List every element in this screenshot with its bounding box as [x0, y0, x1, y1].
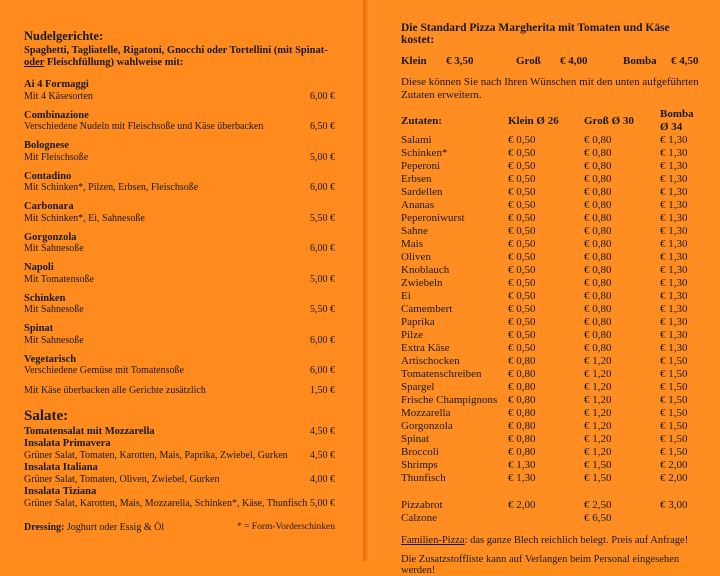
header-ingredient: Zutaten:: [401, 114, 442, 127]
ingredient-name: Paprika: [401, 316, 435, 328]
price-klein: € 0,80: [508, 355, 536, 367]
price-bomba: € 1,30: [660, 342, 688, 354]
price-gross: € 1,20: [584, 394, 612, 406]
price-bomba: € 1,30: [660, 134, 688, 146]
price-bomba: € 1,50: [660, 381, 688, 393]
price-klein: € 0,50: [508, 160, 536, 172]
price-bomba: € 1,30: [660, 212, 688, 224]
pasta-dish: [24, 79, 335, 102]
price-gross: € 1,20: [584, 355, 612, 367]
price-gross: € 0,80: [584, 199, 612, 211]
dish-description: Mit Sahnesoße: [24, 334, 84, 346]
price-gross: € 0,80: [584, 264, 612, 276]
topping-row: [401, 381, 700, 394]
price-klein: € 0,50: [508, 290, 536, 302]
price-klein: € 0,50: [508, 303, 536, 315]
price-klein: € 0,80: [508, 407, 536, 419]
price-klein: € 0,50: [508, 212, 536, 224]
price-klein: € 0,80: [508, 433, 536, 445]
topping-row: [401, 264, 700, 277]
price-gross: € 0,80: [584, 186, 612, 198]
topping-row: [401, 355, 700, 368]
price-bomba: € 1,30: [660, 238, 688, 250]
salad-name: Insalata Primavera: [24, 438, 111, 449]
ham-footnote: * = Form-Vorderschinken: [236, 522, 335, 532]
salad-price: 4,00 €: [310, 473, 335, 485]
ingredient-name: Peperoni: [401, 160, 441, 172]
price-klein: [498, 512, 578, 525]
price-bomba: € 1,30: [660, 225, 688, 237]
pasta-dish: [24, 354, 335, 377]
topping-row: [401, 160, 700, 173]
salad-name: Insalata Tiziana: [24, 486, 97, 497]
price-gross: € 1,20: [584, 446, 612, 458]
price-klein: € 0,50: [508, 225, 536, 237]
price-klein: € 1,30: [508, 472, 536, 484]
pasta-dish: [24, 140, 335, 163]
topping-row: [401, 251, 700, 264]
dish-price: 6,00 €: [310, 90, 335, 102]
price-bomba: [654, 512, 700, 525]
price-bomba: € 1,30: [660, 329, 688, 341]
salad-item: [24, 426, 335, 438]
topping-row: [401, 199, 700, 212]
ingredient-name: Sahne: [401, 225, 428, 237]
header-klein: Klein Ø 26: [508, 114, 559, 127]
pasta-dish: [24, 110, 335, 133]
price-bomba: € 1,30: [660, 186, 688, 198]
price-gross: € 0,80: [584, 316, 612, 328]
price-bomba: € 1,30: [660, 290, 688, 302]
price-gross: € 0,80: [584, 225, 612, 237]
price-klein: € 0,50: [508, 173, 536, 185]
price-bomba: € 1,30: [660, 199, 688, 211]
dish-description: Mit Schinken*, Pilzen, Erbsen, Fleischsoße: [24, 182, 199, 193]
left-menu-page: [0, 0, 365, 561]
ingredient-name: Ei: [401, 290, 411, 302]
ingredient-name: Gorgonzola: [401, 420, 453, 432]
salad-item: [24, 438, 335, 461]
price-gross: € 1,20: [584, 433, 612, 445]
dish-price: 6,00 €: [310, 334, 335, 346]
additives-note: Die Zusatzstoffliste kann auf Verlangen beim Personal eingesehen werden!: [401, 554, 680, 576]
pasta-intro-underlined: oder: [24, 57, 45, 68]
header-gross: Groß Ø 30: [584, 114, 634, 127]
price-gross: € 1,50: [584, 459, 612, 471]
price-gross: € 0,80: [584, 342, 612, 354]
right-menu-page: [371, 0, 720, 576]
cheese-extra-price: 1,50 €: [310, 384, 335, 396]
pasta-dish: [24, 262, 335, 285]
price-bomba: € 2,00: [660, 472, 688, 484]
dressing-text: Joghurt oder Essig & Öl: [64, 522, 165, 533]
size-label: Klein: [401, 55, 427, 67]
ingredient-name: Broccoli: [401, 446, 439, 458]
pasta-intro: [24, 45, 335, 69]
price-gross: € 0,80: [584, 290, 612, 302]
dish-name: Schinken: [24, 292, 66, 304]
price-bomba: € 1,50: [660, 394, 688, 406]
pasta-dish: [24, 293, 335, 316]
dish-name: Napoli: [24, 262, 54, 273]
size-price: € 4,50: [671, 55, 699, 67]
price-gross: € 0,80: [584, 277, 612, 289]
price-klein: € 0,50: [508, 251, 536, 263]
price-gross: € 1,50: [584, 472, 612, 484]
price-gross: € 1,20: [584, 407, 612, 419]
dish-name: Carbonara: [24, 201, 74, 212]
topping-row: [401, 394, 700, 407]
price-klein: € 1,30: [508, 459, 536, 471]
price-klein: € 0,80: [508, 368, 536, 380]
topping-row: [401, 407, 700, 420]
price-klein: € 0,50: [508, 134, 536, 146]
ingredient-name: Oliven: [401, 251, 431, 263]
price-gross: € 0,80: [584, 329, 612, 341]
salad-price: 4,50 €: [310, 425, 335, 437]
price-klein: € 0,50: [508, 329, 536, 341]
price-bomba: € 1,50: [660, 420, 688, 432]
price-bomba: € 1,30: [660, 277, 688, 289]
dish-description: Mit 4 Käsesorten: [24, 90, 93, 102]
price-klein: € 0,80: [508, 394, 536, 406]
salad-price: 5,00 €: [310, 497, 335, 509]
ingredient-name: Spargel: [401, 381, 435, 393]
price-bomba: € 1,50: [660, 355, 688, 367]
price-klein: € 0,50: [508, 316, 536, 328]
price-klein: € 0,80: [508, 381, 536, 393]
pasta-dish: [24, 171, 335, 194]
dish-name: Ai 4 Formaggi: [24, 79, 89, 90]
price-bomba: € 1,30: [660, 264, 688, 276]
salad-description: Grüner Salat, Karotten, Mais, Mozzarella, Schinken*, Käse, Thunfisch: [24, 497, 308, 509]
pasta-dish-list: [24, 79, 335, 377]
pasta-intro-part2: Fleischfüllung) wahlweise mit:: [44, 57, 184, 68]
price-klein: € 0,50: [508, 342, 536, 354]
dish-price: 6,50 €: [310, 121, 335, 132]
price-klein: € 0,50: [508, 264, 536, 276]
dish-name: Contadino: [24, 170, 72, 182]
ingredient-name: Salami: [401, 134, 432, 146]
price-bomba: € 1,30: [660, 251, 688, 263]
topping-row: [401, 459, 700, 472]
dish-price: 5,50 €: [310, 304, 335, 315]
dish-name: Combinazione: [24, 109, 89, 121]
size-price: € 3,50: [446, 55, 474, 67]
ingredient-name: Erbsen: [401, 173, 432, 185]
dish-name: Spinat: [24, 323, 54, 334]
price-klein: € 0,80: [508, 420, 536, 432]
price-bomba: € 1,30: [660, 160, 688, 172]
topping-row: [401, 147, 700, 160]
cheese-extra-row: [24, 385, 335, 396]
salad-section-title: Salate:: [24, 407, 69, 424]
price-klein: € 0,50: [508, 277, 536, 289]
price-bomba: € 1,50: [660, 368, 688, 380]
topping-row: [401, 134, 700, 147]
ingredient-name: Extra Käse: [401, 342, 450, 354]
price-bomba: € 1,30: [660, 303, 688, 315]
ingredient-name: Calzone: [401, 512, 438, 524]
pizza-size-prices: [401, 55, 700, 67]
price-bomba: € 1,50: [660, 446, 688, 458]
price-gross: € 1,20: [584, 420, 612, 432]
ingredient-name: Zwiebeln: [401, 277, 443, 289]
topping-row: [401, 316, 700, 329]
price-klein: € 0,50: [508, 186, 536, 198]
price-gross: € 0,80: [584, 134, 612, 146]
pasta-intro-part1: Spaghetti, Tagliatelle, Rigatoni, Gnocchi oder Tortellini (mit Spinat-: [24, 45, 328, 56]
topping-row: [401, 420, 700, 433]
topping-row: [401, 342, 700, 355]
ingredient-name: Ananas: [401, 199, 434, 211]
price-gross: € 0,80: [584, 251, 612, 263]
cheese-extra-text: Mit Käse überbacken alle Gerichte zusätzlich: [24, 384, 206, 396]
dish-description: Mit Schinken*, Ei, Sahnesoße: [24, 212, 145, 224]
dish-price: 5,00 €: [310, 273, 335, 285]
special-row: [401, 485, 700, 512]
dish-description: Verschiedene Gemüse mit Tomatensoße: [24, 365, 184, 376]
price-gross: € 2,50: [584, 499, 612, 511]
dish-name: Bolognese: [24, 140, 69, 151]
price-bomba: € 3,00: [660, 499, 688, 511]
family-pizza-label: Familien-Pizza: [401, 535, 465, 546]
topping-row: [401, 303, 700, 316]
price-klein: € 0,50: [508, 147, 536, 159]
salad-description: Grüner Salat, Tomaten, Oliven, Zwiebel, Gurken: [24, 473, 220, 485]
price-gross: € 1,20: [584, 368, 612, 380]
header-bomba: Bomba Ø 34: [660, 108, 694, 133]
topping-row: [401, 186, 700, 199]
family-pizza-text: : das ganze Blech reichlich belegt. Preis auf Anfrage!: [464, 535, 689, 546]
pasta-dish: [24, 323, 335, 346]
ingredient-name: Spinat: [401, 433, 430, 445]
family-pizza-note: [401, 535, 700, 546]
price-gross: € 0,80: [584, 212, 612, 224]
ingredient-name: Mozzarella: [401, 407, 451, 419]
price-gross: € 6,50: [584, 512, 612, 524]
price-bomba: € 1,30: [660, 173, 688, 185]
dish-description: Verschiedene Nudeln mit Fleischsoße und Käse überbacken: [24, 121, 264, 132]
size-label: Bomba: [623, 55, 657, 67]
salad-list: [24, 426, 335, 510]
dish-description: Mit Tomatensoße: [24, 273, 94, 285]
pasta-dish: [24, 201, 335, 224]
salad-name: Insalata Italiana: [24, 462, 98, 473]
price-klein: € 0,80: [508, 446, 536, 458]
ingredient-name: Peperoniwurst: [401, 212, 465, 224]
toppings-table: [401, 108, 700, 525]
dish-price: 6,00 €: [310, 365, 335, 376]
topping-row: [401, 446, 700, 459]
salad-item: [24, 486, 335, 509]
price-gross: € 0,80: [584, 173, 612, 185]
ingredient-name: Mais: [401, 238, 423, 250]
ingredient-name: Schinken*: [401, 147, 448, 159]
ingredient-name: Thunfisch: [401, 472, 446, 484]
topping-row: [401, 368, 700, 381]
price-gross: € 0,80: [584, 147, 612, 159]
price-klein: € 0,50: [508, 199, 536, 211]
price-gross: € 0,80: [584, 160, 612, 172]
ingredient-name: Knoblauch: [401, 264, 450, 276]
price-gross: € 0,80: [584, 303, 612, 315]
salad-name: Tomatensalat mit Mozzarella: [24, 425, 155, 437]
dish-description: Mit Sahnesoße: [24, 243, 84, 254]
price-bomba: € 1,50: [660, 407, 688, 419]
price-bomba: € 1,30: [660, 147, 688, 159]
ingredient-name: Pilze: [401, 329, 423, 341]
dish-price: 6,00 €: [310, 243, 335, 254]
pasta-section-title: Nudelgerichte:: [24, 29, 104, 43]
topping-row: [401, 290, 700, 303]
toppings-table-header: [401, 108, 700, 134]
size-price: € 4,00: [560, 55, 588, 67]
price-klein: € 0,50: [508, 238, 536, 250]
topping-row: [401, 225, 700, 238]
dressing-label: Dressing:: [24, 522, 65, 533]
ingredient-name: Tomatenschreiben: [401, 368, 482, 380]
ingredient-name: Frische Champignons: [401, 394, 498, 406]
dish-price: 6,00 €: [310, 182, 335, 193]
ingredient-name: Sardellen: [401, 186, 443, 198]
topping-row: [401, 238, 700, 251]
topping-row: [401, 277, 700, 290]
pizza-intro: Diese können Sie nach Ihren Wünschen mit den unten aufgeführten Zutaten erweitern.: [401, 76, 699, 101]
topping-row: [401, 329, 700, 342]
dish-price: 5,50 €: [310, 212, 335, 224]
price-klein: € 2,00: [508, 499, 536, 511]
price-bomba: € 1,30: [660, 316, 688, 328]
price-bomba: € 2,00: [660, 459, 688, 471]
pasta-dish: [24, 232, 335, 255]
dish-name: Vegetarisch: [24, 353, 77, 365]
dish-name: Gorgonzola: [24, 231, 77, 243]
topping-row: [401, 212, 700, 225]
salad-description: Grüner Salat, Tomaten, Karotten, Mais, Paprika, Zwiebel, Gurken: [24, 449, 288, 461]
special-row: [401, 512, 700, 525]
price-gross: € 0,80: [584, 238, 612, 250]
ingredient-name: Artischocken: [401, 355, 460, 367]
ingredient-name: Pizzabrot: [401, 499, 443, 511]
topping-row: [401, 173, 700, 186]
topping-row: [401, 472, 700, 485]
pizza-section-title: Die Standard Pizza Margherita mit Tomaten und Käse kostet:: [401, 22, 670, 46]
topping-row: [401, 433, 700, 446]
salad-price: 4,50 €: [310, 449, 335, 461]
price-bomba: € 1,50: [660, 433, 688, 445]
dish-price: 5,00 €: [310, 151, 335, 163]
dressing-row: [24, 522, 335, 533]
dish-description: Mit Sahnesoße: [24, 304, 84, 315]
ingredient-name: Camembert: [401, 303, 453, 315]
size-label: Groß: [516, 55, 541, 67]
salad-item: [24, 462, 335, 485]
price-gross: € 1,20: [584, 381, 612, 393]
ingredient-name: Shrimps: [401, 459, 438, 471]
dish-description: Mit Fleischsoße: [24, 151, 89, 163]
